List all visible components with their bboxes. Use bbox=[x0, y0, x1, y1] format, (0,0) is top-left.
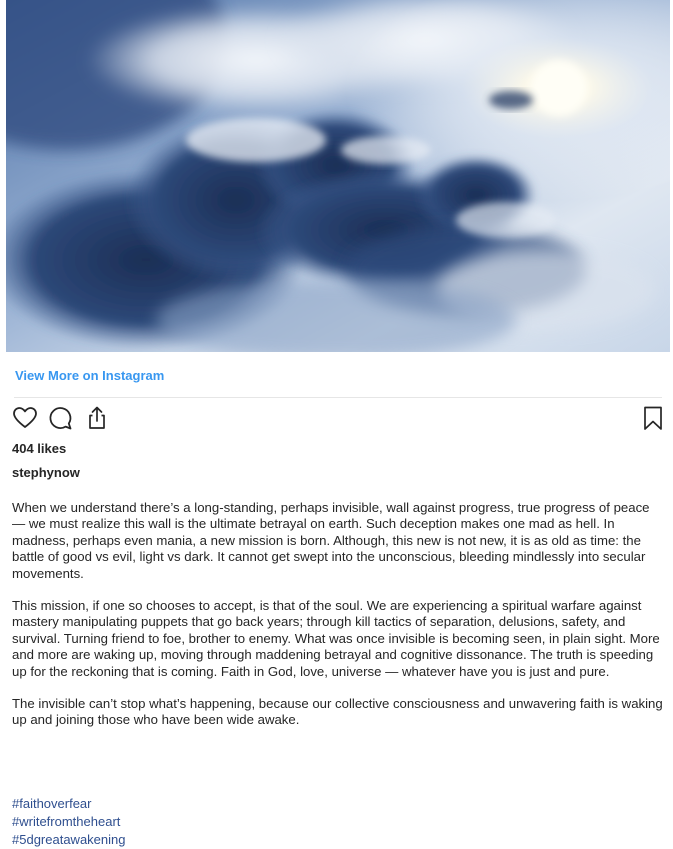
bookmark-icon[interactable] bbox=[640, 405, 666, 431]
action-bar bbox=[12, 405, 664, 433]
cloud-sky-image bbox=[6, 0, 670, 352]
post-caption bbox=[12, 500, 664, 745]
hashtag-link[interactable]: #5dgreatawakening bbox=[12, 832, 126, 847]
divider bbox=[14, 397, 662, 398]
hashtag-link[interactable]: #writefromtheheart bbox=[12, 814, 121, 829]
heart-icon[interactable] bbox=[12, 405, 38, 431]
share-icon[interactable] bbox=[84, 405, 110, 431]
comment-icon[interactable] bbox=[47, 405, 73, 431]
likes-count[interactable]: 404 likes bbox=[12, 441, 67, 456]
post-username[interactable]: stephynow bbox=[12, 465, 80, 480]
hashtag-list bbox=[12, 795, 125, 849]
caption-paragraph: When we understand there’s a long-standing, perhaps invisible, wall against progress, true progress of peace — we must realize this wall is the ultimate betrayal on earth. Such deception makes one mad as hell. In madness, perhaps even mania, a new mission is born. Although, this new is not new, it is as old as time: the battle of good vs evil, light vs dark. It cannot get swept into the unconscious, bleeding mindlessly into secular movements. bbox=[12, 500, 650, 581]
caption-paragraph: This mission, if one so chooses to accept, is that of the soul. We are experiencing a spiritual warfare against mastery manipulating puppets that go back years; through kill tactics of separation, delusions, safety, and survival. Turning friend to foe, brother to enemy. What was once invisible is becoming seen, in plain sight. More and more are waking up, moving through maddening betrayal and cognitive dissonance. The truth is speeding up for the reckoning that is coming. Faith in God, love, universe — whatever have you is just and pure. bbox=[12, 598, 660, 679]
hashtag-link[interactable]: #faithoverfear bbox=[12, 796, 92, 811]
caption-paragraph: The invisible can’t stop what’s happening, because our collective consciousness and unwavering faith is waking up and joining those who have been wide awake. bbox=[12, 696, 663, 728]
view-more-on-instagram-link[interactable]: View More on Instagram bbox=[15, 368, 165, 383]
post-photo[interactable] bbox=[6, 0, 670, 352]
